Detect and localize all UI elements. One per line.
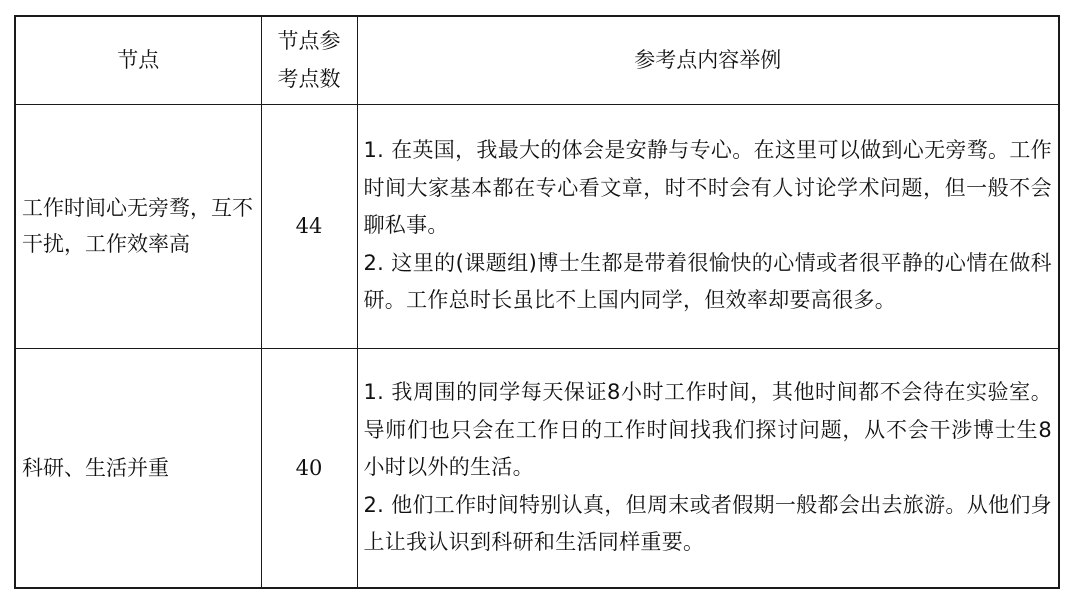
example-item: 2. 他们工作时间特别认真，但周末或者假期一般都会出去旅游。从他们身上让我认识到科研和生活同样重要。 [363, 492, 1052, 554]
table-row [15, 104, 1059, 348]
count-cell: 44 [261, 104, 357, 348]
node-cell: 科研、生活并重 [15, 348, 261, 588]
node-cell: 工作时间心无旁骛，互不干扰，工作效率高 [15, 104, 261, 348]
table-row [15, 348, 1059, 588]
header-example: 参考点内容举例 [357, 16, 1059, 104]
example-cell [357, 104, 1059, 348]
header-count: 节点参考点数 [261, 16, 357, 104]
example-item: 1. 我周围的同学每天保证8小时工作时间，其他时间都不会待在实验室。导师们也只会在工作日的工作时间找我们探讨问题，从不会干涉博士生8小时以外的生活。 [363, 380, 1052, 479]
count-cell: 40 [261, 348, 357, 588]
header-node: 节点 [15, 16, 261, 104]
example-cell [357, 348, 1059, 588]
example-item: 2. 这里的(课题组)博士生都是带着很愉快的心情或者很平静的心情在做科研。工作总时长虽比不上国内同学，但效率却要高很多。 [363, 250, 1052, 313]
example-item: 1. 在英国，我最大的体会是安静与专心。在这里可以做到心无旁骛。工作时间大家基本都在专心看文章，时不时会有人讨论学术问题，但一般不会聊私事。 [363, 138, 1052, 238]
reference-point-table [14, 15, 1060, 589]
table-header-row [15, 16, 1059, 104]
